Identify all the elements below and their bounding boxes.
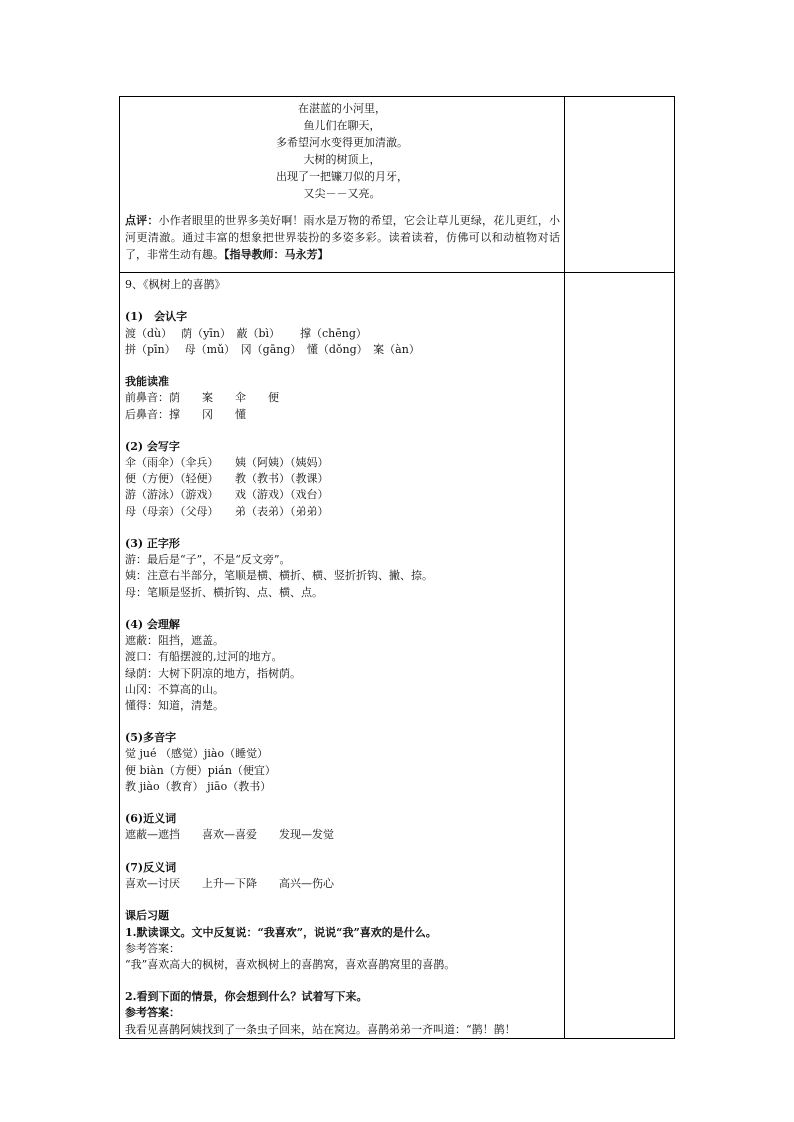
poem-line: 大树的树顶上， xyxy=(303,153,381,166)
lesson-table xyxy=(119,96,675,1039)
comment-teacher: 【指导教师：马永芳】 xyxy=(224,248,329,261)
content-line: 拼（pīn） 母（mǔ） 冈（gāng） 懂（dǒng） 案（àn） xyxy=(125,342,420,356)
content-line: 渡口：有船摆渡的,过河的地方。 xyxy=(125,650,283,664)
exercise-question: 2.看到下面的情景，你会想到什么？试着写下来。 xyxy=(125,990,368,1004)
reference-answer-label: 参考答案： xyxy=(125,941,180,955)
content-line: 遮蔽—遮挡 喜欢—喜爱 发现—发觉 xyxy=(125,828,334,842)
section-heading: (7)反义词 xyxy=(125,860,177,874)
section-heading: (6)近义词 xyxy=(125,812,177,826)
reference-answer-label: 参考答案： xyxy=(125,1006,180,1020)
poem-line: 又尖－－又亮。 xyxy=(303,187,381,200)
content-line: 游（游泳）（游戏） 戏（游戏）（戏台） xyxy=(125,488,329,502)
comment-text: 小作者眼里的世界多美好啊！雨水是万物的希望，它会让草儿更绿，花儿更红，小河更清澈。通过丰富的想象把世界装扮的多姿多彩。读着读着，仿佛可以和动植物对话了，非常生动有趣。 xyxy=(125,214,561,261)
section-heading: (3) 正字形 xyxy=(125,537,180,550)
content-line: 觉 jué （感觉）jiào（睡觉） xyxy=(125,747,269,761)
content-line: 遮蔽：阻挡，遮盖。 xyxy=(125,634,224,648)
section-heading: 我能读准 xyxy=(125,375,169,389)
poem-cell xyxy=(120,97,565,273)
teacher-comment xyxy=(120,202,564,263)
section-heading: (4) 会理解 xyxy=(125,617,180,631)
content-line: 姨：注意右半部分，笔顺是横、横折、横、竖折折钩、撇、捺。 xyxy=(125,569,433,583)
content-line: 懂得：知道，清楚。 xyxy=(125,698,224,712)
poem xyxy=(120,97,564,202)
poem-line: 鱼儿们在聊天， xyxy=(303,119,381,132)
content-line: 便 biàn（方便）pián（便宜） xyxy=(125,763,276,777)
side-cell xyxy=(565,97,675,273)
content-line: 前鼻音：荫 案 伞 便 xyxy=(125,391,279,405)
poem-line: 出现了一把镰刀似的月牙， xyxy=(276,170,408,183)
lesson-content xyxy=(120,273,564,1038)
exercise-question: 1.默读课文。文中反复说：“我喜欢”，说说“我”喜欢的是什么。 xyxy=(125,925,437,939)
content-line: 母（母亲）（父母） 弟（表弟）（弟弟） xyxy=(125,504,329,518)
content-line: 绿荫：大树下阴凉的地方，指树荫。 xyxy=(125,666,301,680)
table-row xyxy=(120,273,675,1039)
content-line: 山冈：不算高的山。 xyxy=(125,682,224,696)
content-line: 游：最后是“子”，不是“反文旁”。 xyxy=(125,553,291,567)
content-line: 便（方便）（轻便） 教（教书）（教课） xyxy=(125,472,329,486)
side-cell xyxy=(565,273,675,1039)
section-heading: 课后习题 xyxy=(125,909,169,923)
content-line: 后鼻音：撑 冈 懂 xyxy=(125,407,246,421)
exercise-answer: “我”喜欢高大的枫树，喜欢枫树上的喜鹊窝，喜欢喜鹊窝里的喜鹊。 xyxy=(125,957,456,971)
lesson-title: 9、《枫树上的喜鹊》 xyxy=(125,278,226,291)
section-heading: (1) 会认字 xyxy=(125,310,188,324)
content-line: 教 jiào（教育） jiāo（教书） xyxy=(125,779,272,793)
table-row xyxy=(120,97,675,273)
comment-label: 点评： xyxy=(125,214,159,227)
lesson-cell xyxy=(120,273,565,1039)
content-line: 喜欢—讨厌 上升—下降 高兴—伤心 xyxy=(125,876,334,890)
section-heading: (2) 会写字 xyxy=(125,439,180,453)
poem-line: 在湛蓝的小河里， xyxy=(298,102,386,115)
exercise-answer: 我看见喜鹊阿姨找到了一条虫子回来，站在窝边。喜鹊弟弟一齐叫道：“鹊！鹊！ xyxy=(125,1022,516,1036)
content-line: 母：笔顺是竖折、横折钩、点、横、点。 xyxy=(125,585,323,599)
poem-line: 多希望河水变得更加清澈。 xyxy=(276,136,408,149)
content-line: 伞（雨伞）（伞兵） 姨（阿姨）（姨妈） xyxy=(125,456,329,470)
section-heading: (5)多音字 xyxy=(125,731,177,745)
content-line: 渡（dù） 荫（yīn） 蔽（bì） 撑（chēng） xyxy=(125,326,367,340)
